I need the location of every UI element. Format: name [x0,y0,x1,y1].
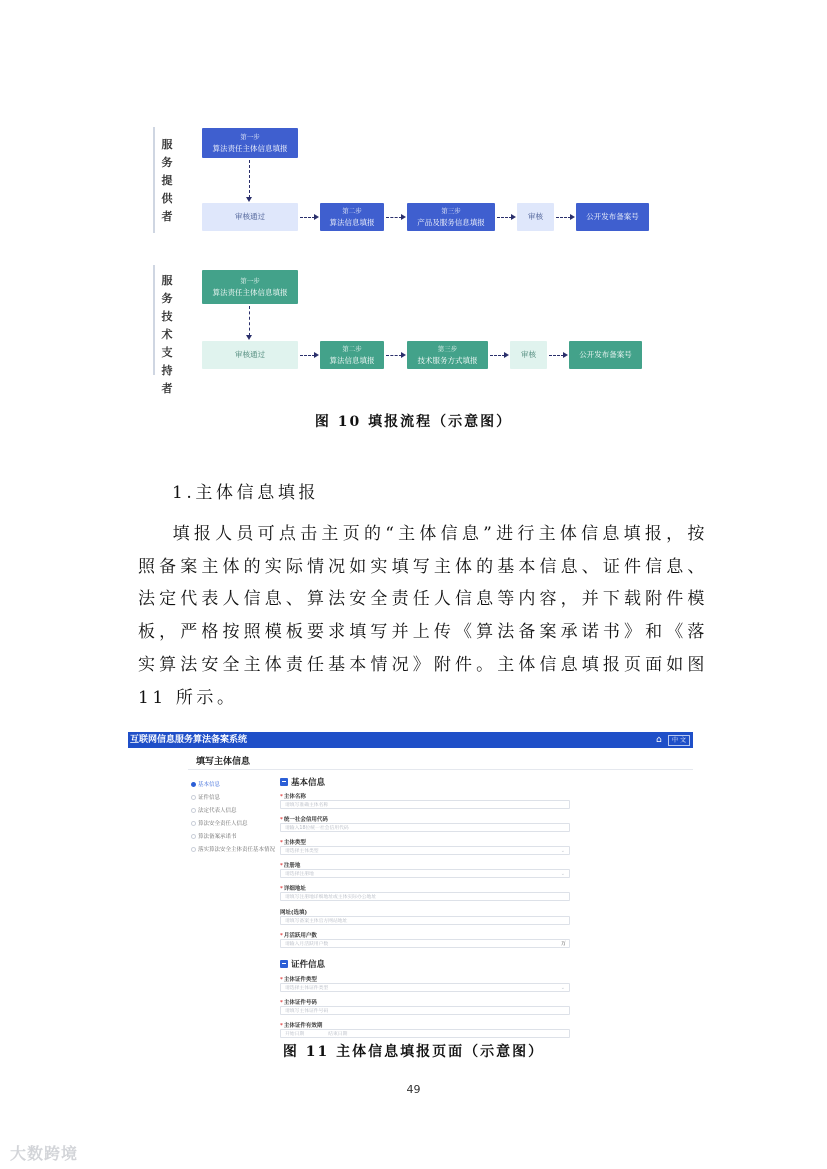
address-input[interactable]: 请填写注册地详细地址或主体实际办公地址 [280,892,570,901]
section-basic-label: 基本信息 [291,778,326,788]
section-paragraph-text: 填报人员可点击主页的“主体信息”进行主体信息填报，按照备案主体的实际情况如实填写主体的基本信息、证件信息、法定代表人信息、算法安全责任人信息等内容，并下载附件模板，严格按照模板要求填写并上传《算法备案承诺书》和《落实算法安全主体责任基本情况》附件。主体信息填报页面如图 11 所示。 [138,524,708,708]
chevron-down-icon: ⌄ [560,848,565,854]
page-title: 填写主体信息 [196,757,251,767]
credit-code-input[interactable]: 请输入18位统一社会信用代码 [280,823,570,832]
section-basic-heading [280,776,325,788]
nav-item-commitment[interactable]: 算法备案承诺书 [198,834,237,840]
chevron-down-icon: ⌄ [560,985,565,991]
watermark-logo: 大数跨境 [10,1144,79,1163]
arrow-right [497,217,512,218]
arrow-right [556,217,571,218]
unit-suffix: 万 [560,941,566,947]
figure-11-caption: 图 11 主体信息填报页面（示意图） [282,1044,545,1060]
language-button[interactable]: 中 文 [668,735,690,746]
nav-item-responsibility[interactable]: 落实算法安全主体责任基本情况 [198,847,276,853]
field-label: *主体类型 [280,840,306,846]
review-label: 审核 [528,212,543,221]
approved-label: 审核通过 [235,350,265,359]
nav-item-security-officer[interactable]: 算法安全责任人信息 [198,821,248,827]
field-label: *注册地 [280,863,301,869]
website-input[interactable]: 请填写备案主体官方网站地址 [280,916,570,925]
step-number: 第一步 [240,277,260,285]
arrow-down [249,306,250,336]
step-number: 第二步 [342,207,362,215]
review-box-tech [510,341,547,369]
step-title: 技术服务方式填报 [417,356,478,365]
page-number: 49 [406,1083,421,1096]
chevron-down-icon: ⌄ [560,871,565,877]
arrow-right [386,217,402,218]
field-label: *主体证件有效期 [280,1023,323,1029]
publish-box-tech [569,341,642,369]
lane-label-provider: 服务提供者 [161,138,173,223]
field-label: *详细地址 [280,886,306,892]
edit-icon [280,960,288,968]
app-header [128,732,693,748]
step-title: 产品及服务信息填报 [417,218,485,227]
field-label: 网址(选填) [280,910,308,916]
divider [188,769,693,770]
step-number: 第三步 [441,207,461,215]
registration-place-select[interactable]: 请选择注册地 ⌄ [280,869,570,878]
publish-label: 公开发布备案号 [586,212,639,221]
lane-label-tech-support: 服务技术支持者 [161,274,173,395]
nav-item-basic[interactable]: 基本信息 [198,782,221,788]
figure-10-caption: 图 10 填报流程（示意图） [314,414,513,430]
section-cert-label: 证件信息 [291,960,326,970]
publish-label: 公开发布备案号 [579,350,632,359]
step2-box-provider [320,203,384,231]
step-title: 算法信息填报 [329,218,375,227]
approved-box-provider [202,203,298,231]
field-label: *主体证件号码 [280,1000,317,1006]
step-number: 第三步 [437,345,458,353]
cert-number-input[interactable]: 请填写主体证件号码 [280,1006,570,1015]
home-icon[interactable]: ⌂ [656,735,662,745]
step-number: 第二步 [342,345,362,353]
entity-name-input[interactable]: 请填写准确主体名称 [280,800,570,809]
cert-type-select[interactable]: 请选择主体证件类型 ⌄ [280,983,570,992]
section-heading [138,477,708,510]
monthly-users-input[interactable]: 请输入月活跃用户数 万 [280,939,570,948]
step3-box-tech [407,341,488,369]
field-label: *统一社会信用代码 [280,817,328,823]
step-title: 算法责任主体信息填报 [212,144,288,153]
arrow-right [300,355,315,356]
review-box-provider [517,203,554,231]
step2-box-tech [320,341,384,369]
form-screenshot [128,732,693,1037]
step-number: 第一步 [240,133,260,141]
app-title: 互联网信息服务算法备案系统 [130,735,248,745]
arrow-right [300,217,315,218]
field-label: *主体名称 [280,794,306,800]
publish-box-provider [576,203,649,231]
section-cert-heading [280,958,325,970]
lane-divider [153,127,155,233]
review-label: 审核 [521,350,536,359]
arrow-down [249,160,250,198]
arrow-right [549,355,564,356]
section-heading-text: 1.主体信息填报 [172,483,320,503]
field-label: *主体证件类型 [280,977,317,983]
lane-divider [153,265,155,375]
section-paragraph [138,518,708,714]
arrow-right [490,355,505,356]
field-label: *月活跃用户数 [280,933,317,939]
entity-type-select[interactable]: 请选择主体类型 ⌄ [280,846,570,855]
step1-box-tech [202,270,298,304]
nav-item-cert[interactable]: 证件信息 [198,795,221,801]
cert-validity-range[interactable]: 开始日期 结束日期 [280,1029,570,1038]
approved-box-tech [202,341,298,369]
step3-box-provider [407,203,495,231]
step-title: 算法责任主体信息填报 [212,288,288,297]
arrow-right [386,355,402,356]
nav-item-legal-rep[interactable]: 法定代表人信息 [198,808,237,814]
approved-label: 审核通过 [235,212,265,221]
step-title: 算法信息填报 [329,356,375,365]
step1-box-provider [202,128,298,158]
edit-icon [280,778,288,786]
